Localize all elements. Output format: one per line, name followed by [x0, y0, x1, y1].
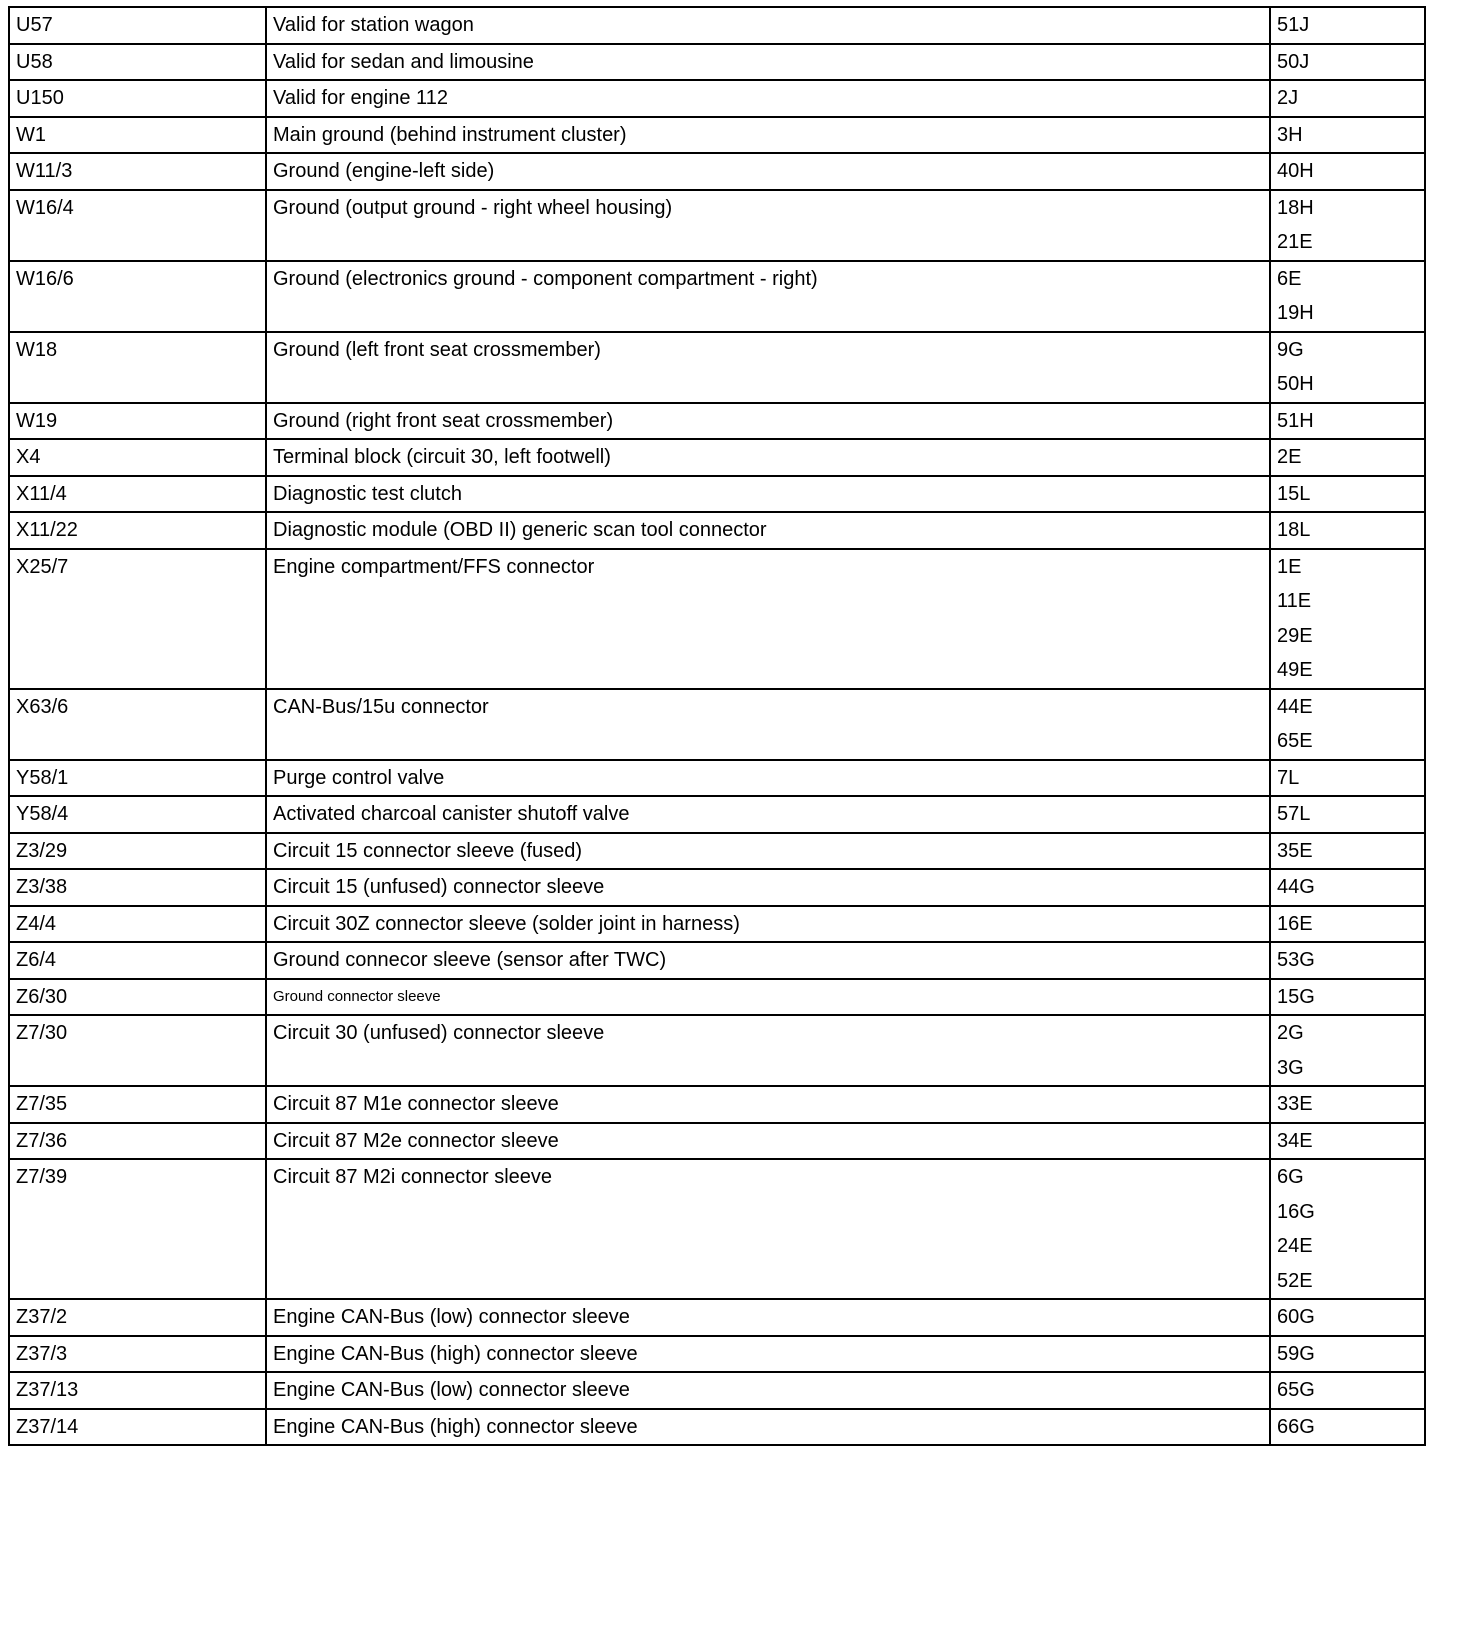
table-row — [9, 1123, 1425, 1160]
table-row — [9, 7, 1425, 44]
component-code-cell: X11/4 — [9, 476, 266, 513]
component-code-cell: Z6/4 — [9, 942, 266, 979]
component-code-cell: Z7/35 — [9, 1086, 266, 1123]
component-code-cell: W11/3 — [9, 153, 266, 190]
component-code-cell: U58 — [9, 44, 266, 81]
component-code-cell: Z37/2 — [9, 1299, 266, 1336]
grid-location: 18L — [1277, 519, 1311, 541]
grid-location-cell — [1270, 476, 1425, 513]
component-code-cell: W16/4 — [9, 190, 266, 261]
component-description-cell: Valid for engine 112 — [266, 80, 1270, 117]
grid-location-cell — [1270, 689, 1425, 760]
component-description-cell: Ground (engine-left side) — [266, 153, 1270, 190]
grid-location-cell — [1270, 1299, 1425, 1336]
component-code-cell: W19 — [9, 403, 266, 440]
component-code-cell: Z37/13 — [9, 1372, 266, 1409]
table-row — [9, 979, 1425, 1016]
grid-location-cell — [1270, 332, 1425, 403]
component-description-cell: Ground (left front seat crossmember) — [266, 332, 1270, 403]
component-description-cell: Circuit 30 (unfused) connector sleeve — [266, 1015, 1270, 1086]
component-location-table — [8, 6, 1426, 1446]
grid-location: 16E — [1277, 912, 1313, 935]
component-description-cell: Valid for station wagon — [266, 7, 1270, 44]
grid-location: 50J — [1277, 50, 1310, 73]
component-description-cell: Ground (output ground - right wheel housing) — [266, 190, 1270, 261]
grid-location: 9G — [1277, 338, 1304, 361]
component-code-cell: X63/6 — [9, 689, 266, 760]
grid-location-cell — [1270, 512, 1425, 549]
component-description-cell: CAN-Bus/15u connector — [266, 689, 1270, 760]
grid-location-cell — [1270, 439, 1425, 476]
grid-location-cell — [1270, 833, 1425, 870]
component-description-cell: Diagnostic module (OBD II) generic scan tool connector — [266, 512, 1270, 549]
grid-location: 2J — [1277, 87, 1299, 109]
component-description-cell: Ground connector sleeve — [266, 979, 1270, 1016]
table-row — [9, 332, 1425, 403]
grid-location-cell — [1270, 153, 1425, 190]
component-code-cell: W18 — [9, 332, 266, 403]
table-row — [9, 153, 1425, 190]
table-row — [9, 1299, 1425, 1336]
table-row — [9, 869, 1425, 906]
grid-location: 3G — [1277, 1056, 1304, 1079]
grid-location-cell — [1270, 44, 1425, 81]
grid-location-cell — [1270, 1372, 1425, 1409]
table-row — [9, 1159, 1425, 1299]
component-description-cell: Circuit 87 M1e connector sleeve — [266, 1086, 1270, 1123]
table-row — [9, 403, 1425, 440]
component-code-cell: Y58/4 — [9, 796, 266, 833]
grid-location-cell — [1270, 190, 1425, 261]
grid-location-cell — [1270, 117, 1425, 154]
component-code-cell: Z6/30 — [9, 979, 266, 1016]
component-code-cell: X4 — [9, 439, 266, 476]
table-row — [9, 1086, 1425, 1123]
table-row — [9, 117, 1425, 154]
table-row — [9, 549, 1425, 689]
grid-location-cell — [1270, 1409, 1425, 1446]
table-row — [9, 833, 1425, 870]
table-row — [9, 1409, 1425, 1446]
grid-location: 15G — [1277, 985, 1315, 1008]
grid-location: 40H — [1277, 160, 1314, 182]
grid-location-cell — [1270, 1123, 1425, 1160]
component-description-cell: Activated charcoal canister shutoff valve — [266, 796, 1270, 833]
component-code-cell: Y58/1 — [9, 760, 266, 797]
table-row — [9, 942, 1425, 979]
component-code-cell: U150 — [9, 80, 266, 117]
grid-location: 2G — [1277, 1022, 1304, 1044]
grid-location-cell — [1270, 549, 1425, 689]
grid-location-cell — [1270, 979, 1425, 1016]
grid-location: 19H — [1277, 302, 1314, 324]
grid-location: 50H — [1277, 373, 1314, 395]
grid-location-cell — [1270, 1086, 1425, 1123]
component-code-cell: Z7/30 — [9, 1015, 266, 1086]
grid-location: 18H — [1277, 196, 1314, 219]
grid-location: 44E — [1277, 695, 1313, 718]
grid-location: 1E — [1277, 555, 1302, 578]
grid-location: 60G — [1277, 1306, 1315, 1328]
grid-location: 35E — [1277, 839, 1313, 862]
grid-location: 33E — [1277, 1093, 1313, 1115]
table-row — [9, 1015, 1425, 1086]
grid-location: 11E — [1277, 590, 1312, 612]
grid-location-cell — [1270, 760, 1425, 797]
component-description-cell: Ground (right front seat crossmember) — [266, 403, 1270, 440]
component-description-cell: Engine CAN-Bus (high) connector sleeve — [266, 1409, 1270, 1446]
grid-location: 3H — [1277, 123, 1303, 146]
grid-location-cell — [1270, 906, 1425, 943]
grid-location: 59G — [1277, 1342, 1315, 1365]
component-location-table-container — [8, 6, 1424, 1446]
table-row — [9, 689, 1425, 760]
table-row — [9, 80, 1425, 117]
component-code-cell: Z7/39 — [9, 1159, 266, 1299]
component-description-cell: Circuit 87 M2i connector sleeve — [266, 1159, 1270, 1299]
component-code-cell: Z7/36 — [9, 1123, 266, 1160]
grid-location: 65E — [1277, 730, 1313, 752]
grid-location-cell — [1270, 869, 1425, 906]
grid-location: 44G — [1277, 876, 1315, 898]
grid-location-cell — [1270, 1336, 1425, 1373]
grid-location: 29E — [1277, 624, 1313, 647]
table-row — [9, 190, 1425, 261]
component-description-cell: Engine CAN-Bus (high) connector sleeve — [266, 1336, 1270, 1373]
component-description-cell: Circuit 15 connector sleeve (fused) — [266, 833, 1270, 870]
table-row — [9, 906, 1425, 943]
component-description-cell: Diagnostic test clutch — [266, 476, 1270, 513]
grid-location: 34E — [1277, 1129, 1313, 1152]
table-row — [9, 796, 1425, 833]
grid-location-cell — [1270, 80, 1425, 117]
component-description-cell: Circuit 87 M2e connector sleeve — [266, 1123, 1270, 1160]
component-description-cell: Terminal block (circuit 30, left footwell) — [266, 439, 1270, 476]
table-row — [9, 1336, 1425, 1373]
grid-location: 51H — [1277, 409, 1314, 432]
table-body — [9, 7, 1425, 1445]
table-row — [9, 44, 1425, 81]
grid-location: 66G — [1277, 1415, 1315, 1438]
table-row — [9, 261, 1425, 332]
grid-location: 49E — [1277, 659, 1313, 681]
grid-location: 6E — [1277, 267, 1302, 290]
component-description-cell: Main ground (behind instrument cluster) — [266, 117, 1270, 154]
grid-location: 57L — [1277, 803, 1311, 825]
grid-location-cell — [1270, 1159, 1425, 1299]
component-code-cell: Z3/29 — [9, 833, 266, 870]
grid-location: 65G — [1277, 1379, 1315, 1401]
component-code-cell: Z4/4 — [9, 906, 266, 943]
component-description-cell: Circuit 15 (unfused) connector sleeve — [266, 869, 1270, 906]
grid-location: 2E — [1277, 446, 1302, 468]
component-code-cell: W16/6 — [9, 261, 266, 332]
table-row — [9, 476, 1425, 513]
table-row — [9, 512, 1425, 549]
grid-location: 51J — [1277, 14, 1310, 36]
table-row — [9, 760, 1425, 797]
grid-location: 21E — [1277, 231, 1313, 253]
grid-location-cell — [1270, 403, 1425, 440]
grid-location-cell — [1270, 942, 1425, 979]
component-description-cell: Valid for sedan and limousine — [266, 44, 1270, 81]
component-code-cell: Z3/38 — [9, 869, 266, 906]
component-description-cell: Circuit 30Z connector sleeve (solder joint in harness) — [266, 906, 1270, 943]
grid-location: 6G — [1277, 1166, 1304, 1188]
component-code-cell: W1 — [9, 117, 266, 154]
component-code-cell: Z37/3 — [9, 1336, 266, 1373]
component-description-cell: Engine CAN-Bus (low) connector sleeve — [266, 1299, 1270, 1336]
component-description-cell: Purge control valve — [266, 760, 1270, 797]
grid-location-cell — [1270, 261, 1425, 332]
table-row — [9, 439, 1425, 476]
component-code-cell: X11/22 — [9, 512, 266, 549]
grid-location: 7L — [1277, 766, 1300, 789]
component-description-cell: Ground (electronics ground - component compartment - right) — [266, 261, 1270, 332]
component-description-cell: Ground connecor sleeve (sensor after TWC) — [266, 942, 1270, 979]
component-description-cell: Engine compartment/FFS connector — [266, 549, 1270, 689]
component-code-cell: X25/7 — [9, 549, 266, 689]
grid-location: 53G — [1277, 949, 1315, 971]
component-code-cell: U57 — [9, 7, 266, 44]
grid-location: 52E — [1277, 1269, 1313, 1292]
grid-location-cell — [1270, 1015, 1425, 1086]
grid-location-cell — [1270, 796, 1425, 833]
grid-location: 16G — [1277, 1200, 1315, 1223]
table-row — [9, 1372, 1425, 1409]
grid-location: 24E — [1277, 1235, 1313, 1257]
component-code-cell: Z37/14 — [9, 1409, 266, 1446]
grid-location: 15L — [1277, 482, 1311, 505]
grid-location-cell — [1270, 7, 1425, 44]
component-description-cell: Engine CAN-Bus (low) connector sleeve — [266, 1372, 1270, 1409]
